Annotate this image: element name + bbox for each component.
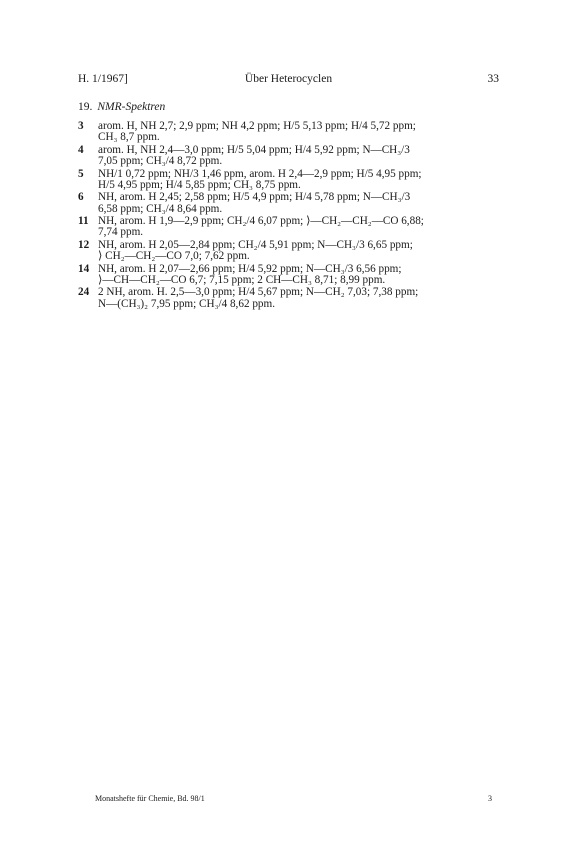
nmr-entry	[78, 287, 499, 310]
nmr-entry-line: NH, arom. H 2,05—2,84 ppm; CH₂/4 5,91 ppm; N—CH₃/3 6,65 ppm;	[98, 238, 413, 251]
nmr-entry-line: NH, arom. H 2,07—2,66 ppm; H/4 5,92 ppm; N—CH₃/3 6,56 ppm;	[98, 262, 402, 275]
section-heading	[78, 101, 165, 113]
nmr-entry-line: ⟩—CH—CH₂—CO 6,7; 7,15 ppm; 2 CH—CH₃ 8,71; 8,99 ppm.	[98, 273, 386, 286]
compound-number: 24	[78, 286, 90, 299]
footer-sheet-number: 3	[488, 794, 492, 803]
nmr-entry	[78, 145, 499, 168]
nmr-entry-line: CH₃ 8,7 ppm.	[98, 131, 160, 144]
nmr-entry-text	[98, 216, 499, 239]
nmr-entry-line: N—(CH₃)₂ 7,95 ppm; CH₃/4 8,62 ppm.	[98, 297, 276, 310]
compound-number: 3	[78, 120, 84, 132]
compound-number: 5	[78, 167, 84, 180]
nmr-entry	[78, 216, 499, 239]
nmr-entry-text	[98, 145, 499, 168]
section-number: 19.	[78, 101, 93, 113]
nmr-entry-line: 7,74 ppm.	[98, 226, 144, 239]
nmr-entry-text	[98, 287, 499, 310]
nmr-entry	[78, 240, 499, 263]
nmr-entry-text	[98, 121, 499, 144]
compound-number: 14	[78, 262, 90, 275]
header-issue: H. 1/1967]	[78, 73, 128, 85]
nmr-entry-text	[98, 264, 499, 287]
nmr-entry-line: NH/1 0,72 ppm; NH/3 1,46 ppm, arom. H 2,4—2,9 ppm; H/5 4,95 ppm;	[98, 167, 422, 180]
header-title: Über Heterocyclen	[244, 73, 333, 85]
footer-journal: Monatshefte für Chemie, Bd. 98/1	[95, 794, 205, 803]
nmr-entry-line: NH, arom. H 2,45; 2,58 ppm; H/5 4,9 ppm; H/4 5,78 ppm; N—CH₃/3	[98, 191, 411, 204]
nmr-entry	[78, 264, 499, 287]
nmr-entry-text	[98, 169, 499, 192]
nmr-entry-line: 7,05 ppm; CH₃/4 8,72 ppm.	[98, 155, 223, 168]
compound-number: 12	[78, 238, 90, 251]
nmr-entry-line: 6,58 ppm; CH₃/4 8,64 ppm.	[98, 202, 223, 215]
nmr-entry-line: 2 NH, arom. H. 2,5—3,0 ppm; H/4 5,67 ppm; N—CH₂ 7,03; 7,38 ppm;	[98, 286, 419, 299]
nmr-entry-line: NH, arom. H 1,9—2,9 ppm; CH₂/4 6,07 ppm; ⟩—CH₂—CH₂—CO 6,88;	[98, 215, 424, 228]
nmr-entry-list	[78, 121, 499, 311]
nmr-entry-line: H/5 4,95 ppm; H/4 5,85 ppm; CH₃ 8,75 ppm.	[98, 178, 301, 191]
compound-number: 6	[78, 191, 84, 204]
nmr-entry	[78, 121, 499, 144]
nmr-entry-text	[98, 240, 499, 263]
running-header	[78, 73, 499, 89]
nmr-entry-text	[98, 192, 499, 215]
nmr-entry-line: ⟩ CH₂—CH₂—CO 7,0; 7,62 ppm.	[98, 250, 250, 263]
compound-number: 4	[78, 143, 84, 156]
header-page-number: 33	[487, 73, 499, 85]
nmr-entry-line: arom. H, NH 2,7; 2,9 ppm; NH 4,2 ppm; H/5 5,13 ppm; H/4 5,72 ppm;	[98, 120, 416, 132]
nmr-entry	[78, 169, 499, 192]
compound-number: 11	[78, 215, 89, 228]
section-title: NMR-Spektren	[97, 101, 166, 113]
nmr-entry	[78, 192, 499, 215]
nmr-entry-line: arom. H, NH 2,4—3,0 ppm; H/5 5,04 ppm; H/4 5,92 ppm; N—CH₃/3	[98, 143, 410, 156]
